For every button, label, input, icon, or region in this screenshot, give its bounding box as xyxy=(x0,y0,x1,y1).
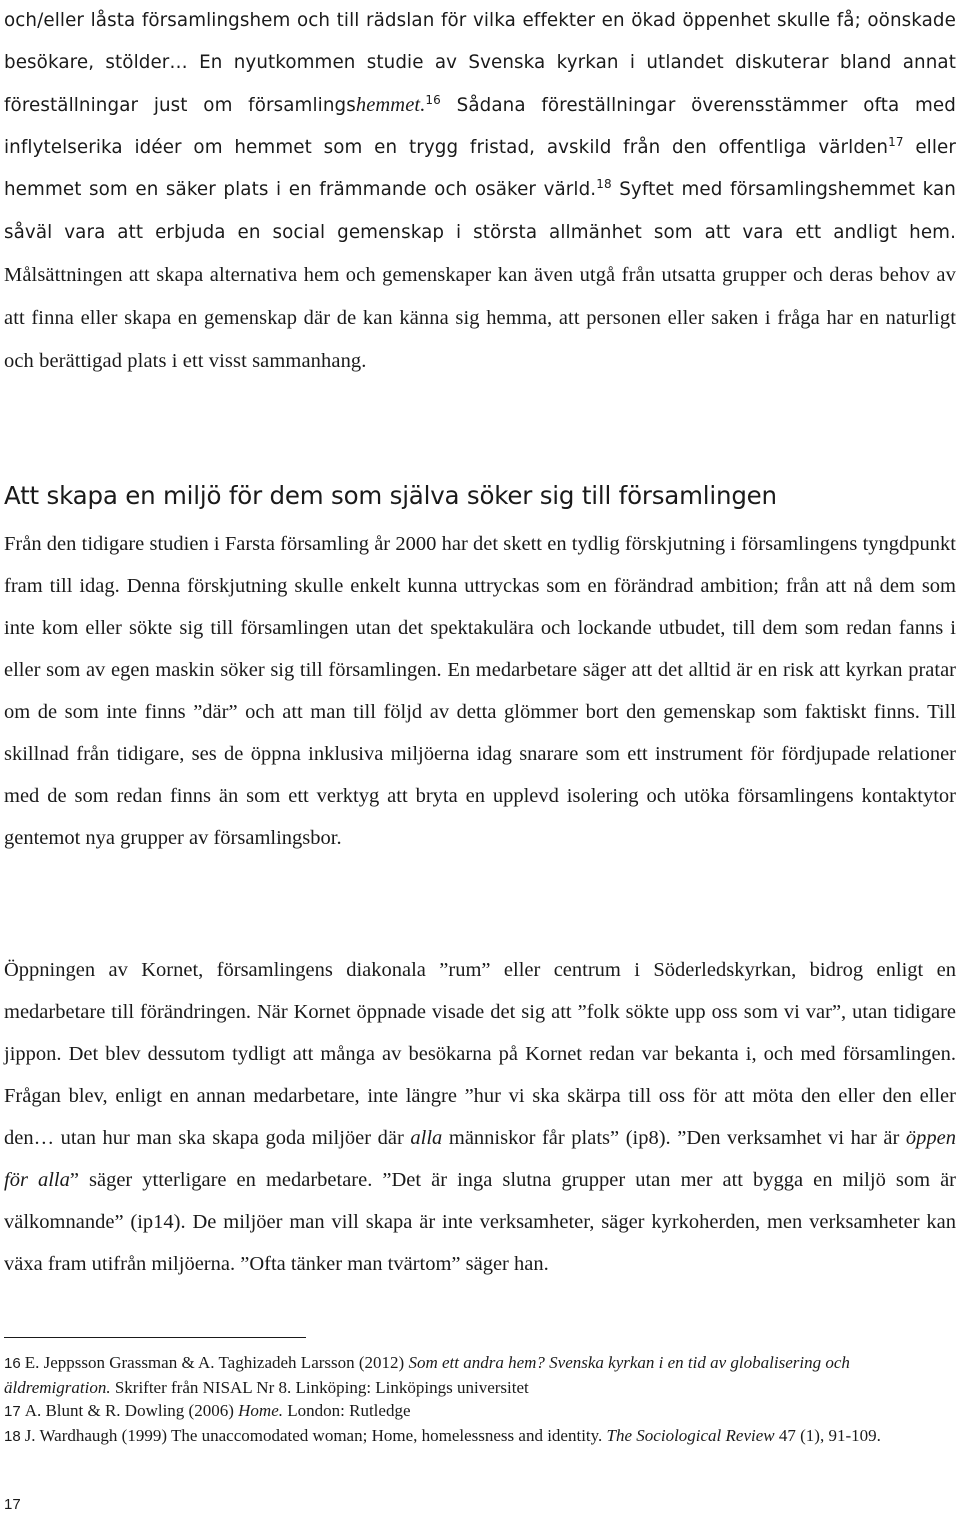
page-number: 17 xyxy=(4,1496,21,1513)
p1-text-1: och/eller låsta församlingshem och till rädslan för vilka effekter en ökad öppenhet skulle få; oönskade besökare, stölder… En nyutkommen studie av Svenska kyrkan i utlandet diskuterar bland annat föreställningar just om församlings xyxy=(4,10,956,116)
p3-text-3: ” säger ytterligare en medarbetare. ”Det är inga slutna grupper utan mer att bygga en miljö som är välkomnande” (ip14). De miljöer man vill skapa är inte verksamheter, säger kyrkoherden, men verksamheter kan växa fram utifrån miljöerna. ”Ofta tänker man tvärtom” säger han. xyxy=(4,1169,956,1275)
paragraph-1 xyxy=(4,0,956,383)
footnote-number: 16 xyxy=(4,1355,21,1372)
p1-text-4: Syftet med församlingshemmet kan såväl vara att erbjuda en social gemenskap i största allmänhet som att vara ett andligt hem. xyxy=(4,179,956,243)
p1-emphasis: hemmet. xyxy=(355,94,426,116)
p1-text-2: Sådana föreställningar överensstämmer ofta med inflytelserika idéer om hemmet som en trygg fristad, avskild från den offentliga världen xyxy=(4,95,956,158)
footnote-title: The Sociological Review xyxy=(606,1425,775,1445)
footnote-text: Skrifter från NISAL Nr 8. Linköping: Linköpings universitet xyxy=(110,1377,529,1397)
footnote-title: Home. xyxy=(238,1401,283,1420)
footnote-text: A. Blunt & R. Dowling (2006) xyxy=(24,1401,239,1420)
p1-text-5: Målsättningen att skapa alternativa hem och gemenskaper kan även utgå från utsatta grupper och deras behov av att finna eller skapa en gemenskap där de kan känna sig hemma, att personen eller saken i fråga har en naturligt och berättigad plats i ett visst sammanhang. xyxy=(4,264,956,372)
footnote-text: E. Jeppsson Grassman & A. Taghizadeh Larsson (2012) xyxy=(24,1353,409,1372)
footnote-text: J. Wardhaugh (1999) The unaccomodated woman; Home, homelessness and identity. xyxy=(24,1425,607,1445)
footnote-18 xyxy=(4,1424,956,1449)
footnote-ref-16[interactable]: 16 xyxy=(425,93,441,107)
p1-text-3: eller hemmet som en säker plats i en främmande och osäker värld. xyxy=(4,137,957,200)
p3-text-2: människor får plats” (ip8). ”Den verksamhet vi har är xyxy=(442,1127,906,1149)
p3-emphasis-2: öppen för alla xyxy=(4,1127,956,1191)
section-heading: Att skapa en miljö för dem som själva söker sig till församlingen xyxy=(4,481,777,510)
footnotes xyxy=(4,1351,956,1448)
footnote-separator xyxy=(4,1337,306,1338)
footnote-ref-18[interactable]: 18 xyxy=(596,177,612,191)
paragraph-2: Från den tidigare studien i Farsta församling år 2000 har det skett en tydlig förskjutning i församlingens tyngdpunkt fram till idag. Denna förskjutning skulle enkelt kunna uttryckas som en förändrad ambition; från att nå dem som inte kom eller sökte sig till församlingen utan det spektakulära och lockande utbudet, till dem som redan fanns i eller som av egen maskin söker sig till församlingen. En medarbetare säger att det alltid är en risk att kyrkan pratar om de som inte finns ”där” och att man till följd av detta glömmer bort den gemenskap som faktiskt finns. Till skillnad från tidigare, ses de öppna inklusiva miljöerna idag snarare som ett instrument för fördjupade relationer med de som redan finns än som ett verktyg att bryta en upplevd isolering och utöka församlingens kontaktytor gentemot nya grupper av församlingsbor. xyxy=(4,533,956,849)
paragraph-3 xyxy=(4,949,956,1285)
p3-emphasis-1: alla xyxy=(410,1127,443,1149)
footnote-17 xyxy=(4,1399,956,1424)
footnote-text: 47 (1), 91-109. xyxy=(774,1425,881,1445)
footnote-number: 17 xyxy=(4,1403,21,1420)
footnote-text: London: Rutledge xyxy=(283,1401,411,1420)
p3-text-1: Öppningen av Kornet, församlingens diakonala ”rum” eller centrum i Söderledskyrkan, bidrog enligt en medarbetare till förändringen. När Kornet öppnade visade det sig att ”folk sökte upp oss som vi var”, utan tidigare jippon. Det blev dessutom tydligt att många av besökarna på Kornet redan var bekanta i, och med församlingen. Frågan blev, enligt en annan medarbetare, inte längre ”hur vi ska skärpa till oss för att möta den eller den eller den… utan hur man ska skapa goda miljöer där xyxy=(4,959,956,1149)
footnote-ref-17[interactable]: 17 xyxy=(888,135,904,149)
footnote-title: Som ett andra hem? Svenska kyrkan i en tid av globalisering och äldremigration. xyxy=(4,1353,850,1397)
footnote-16 xyxy=(4,1351,956,1399)
footnote-number: 18 xyxy=(4,1427,21,1445)
